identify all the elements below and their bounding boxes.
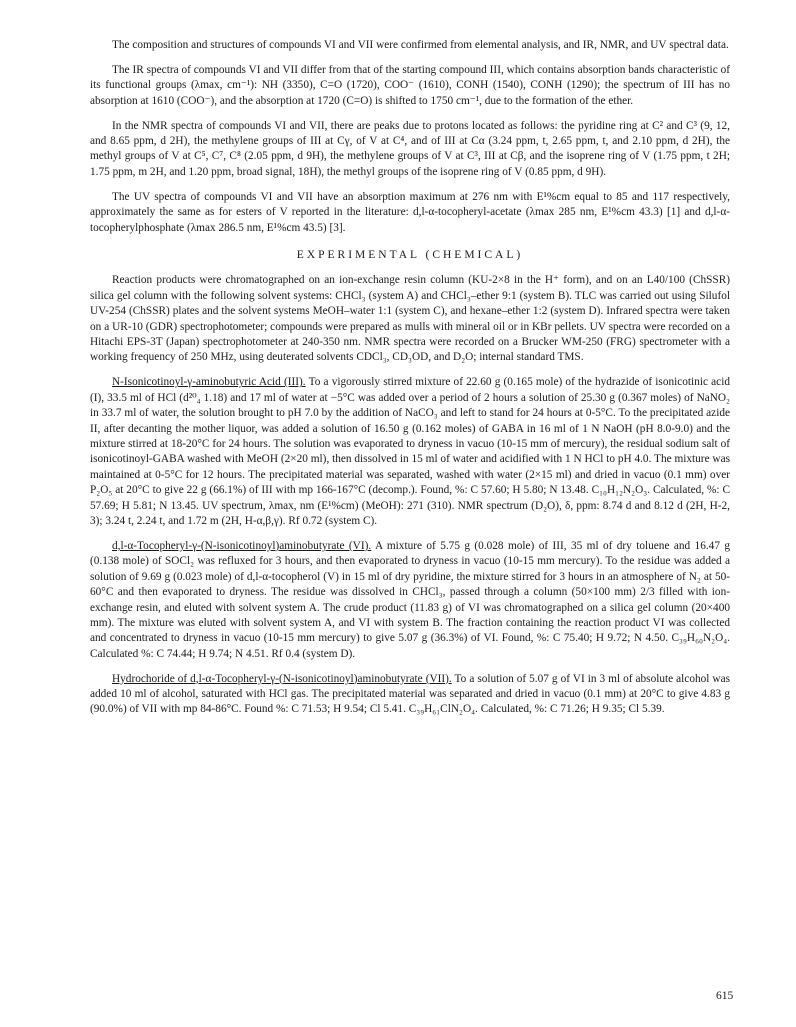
paragraph-text: The IR spectra of compounds VI and VII differ from that of the starting compound III, which contains absorption bands characteristic of its functional groups (λmax, cm⁻¹): NH (3350), C=O (1720), COO⁻ (1610), CONH (1540), CONH (1290); the spectrum of III has no absorption at 1610 (COO⁻), and the absorption at 1720 (C=O) is shifted to 1750 cm⁻¹, due to the formation of the ether. — [90, 63, 730, 107]
compound-heading: N-Isonicotinoyl-γ-aminobutyric Acid (III). — [112, 376, 306, 389]
paragraph-text: A mixture of 5.75 g (0.028 mole) of III, 35 ml of dry toluene and 16.47 g (0.138 mole) of SOCl₂ was refluxed for 3 hours, and then evaporated to dryness in vacuo (10-15 mm mercury). To the residue was added a solution of 9.69 g (0.023 mole) of d,l-α-tocopherol (V) in 15 ml of dry pyridine, the mixture stirred for 3 hours in an atmosphere of N₂ at 50-60°C and then evaporated to dryness. The residue was dissolved in CHCl₃, passed through a column (50×100 mm) 2/3 filled with ion-exchange resin, and eluted with solvent system A. The crude product (11.83 g) of VI was chromatographed on a silica gel column (20×400 mm). The mixture was eluted with solvent system A, and VI with system B. The fraction containing the reaction product VI was collected and concentrated to dryness in vacuo (10-15 mm mercury) to give 5.07 g (36.3%) of VI. Found, %: C 75.40; H 9.72; N 4.50. C₃₉H₆₀N₂O₄. Calculated %: C 74.44; H 9.74; N 4.51. Rf 0.4 (system D). — [90, 539, 730, 660]
page-body — [90, 38, 730, 727]
section-heading: EXPERIMENTAL (CHEMICAL) — [296, 248, 524, 261]
paragraph-text: The UV spectra of compounds VI and VII have an absorption maximum at 276 nm with E¹%cm equal to 85 and 117 respectively, approximately the same as for esters of V reported in the literature: d,l-α-tocopheryl-acetate (λmax 285 nm, E¹%cm 43.3) [1] and d,l-α-tocopherylphosphate (λmax 286.5 nm, E¹%cm 43.5) [3]. — [90, 190, 730, 234]
page-number: 615 — [716, 990, 734, 1002]
paragraph — [90, 672, 730, 718]
paragraph — [90, 273, 730, 365]
paragraph-text: In the NMR spectra of compounds VI and VII, there are peaks due to protons located as follows: the pyridine ring at C² and C³ (9, 12, and 8.65 ppm, d 2H), the methylene groups of III at Cγ, of V at C⁴, and of III at Cα (3.24 ppm, t, 2.65 ppm, t, and 2.10 ppm, d 2H), the methyl groups of V at C⁵, C⁷, C⁸ (2.05 ppm, d 9H), the methylene groups of V at C³, III at Cβ, and the isoprene ring of V (1.75 ppm, t 2H; 1.75 ppm, m 2H, and 1.20 ppm, broad signal, 18H), the methyl groups of the isoprene ring of V (0.85 ppm, d 9H). — [90, 119, 730, 178]
paragraph — [90, 375, 730, 529]
paragraph-text: Reaction products were chromatographed on an ion-exchange resin column (KU-2×8 in the H⁺ form), and on an L40/100 (ChSSR) silica gel column with the following solvent systems: CHCl₃ (system A) and CHCl₃–ether 9:1 (system B). TLC was carried out using Silufol UV-254 (ChSSR) plates and the solvent systems MeOH–water 1:1 (system C), and hexane–ether 1:2 (system D). Infrared spectra were taken on a UR-10 (GDR) spectrophotometer; compounds were prepared as mulls with mineral oil or in KBr pellets. UV spectra were recorded on a Hitachi EPS-3T (Japan) spectrophotometer at 240-350 nm. NMR spectra were recorded on a Brucker WM-250 (FRG) spectrometer with a working frequency of 250 MHz, using deuterated solvents CDCl₃, CD₃OD, and D₂O; internal standard TMS. — [90, 274, 730, 364]
paragraph — [90, 63, 730, 109]
paragraph — [90, 539, 730, 662]
compound-heading: Hydrochoride of d,l-α-Tocopheryl-γ-(N-isonicotinoyl)aminobutyrate (VII). — [112, 672, 452, 685]
paragraph-text: The composition and structures of compounds VI and VII were confirmed from elemental analysis, and IR, NMR, and UV spectral data. — [112, 39, 729, 51]
paragraph — [90, 190, 730, 236]
paragraph — [90, 38, 730, 53]
paragraph-text: To a vigorously stirred mixture of 22.60 g (0.165 mole) of the hydrazide of isonicotinic acid (I), 33.5 ml of HCl (d²⁰₄ 1.18) and 17 ml of water at −5°C was added over a period of 2 hours a solution of 25.30 g (0.367 moles) of NaNO₂ in 33.7 ml of water, the solution brought to pH 7.0 by the addition of NaCO₃ and left to stand for 24 hours at 0-5°C. To the precipitated azide II, after decanting the mother liquor, was added a solution of 16.50 g (0.162 moles) of GABA in 16 ml of 1 N NaOH (pH 8.0-9.0) and the mixture stirred at 18-20°C for 24 hours. The solution was evaporated to dryness in vacuo (10-15 mm of mercury), the residual sodium salt of isonicotinoyl-GABA washed with MeOH (2×20 ml), then dissolved in 15 ml of water and acidified with 1 N HCl to pH 4.0. The mixture was maintained at 0-5°C for 12 hours. The precipitated material was separated, washed with water (2×15 ml) and dried in vacuo (0.1 mm) over P₂O₅ at 20°C to give 22 g (66.1%) of III with mp 166-167°C (decomp.). Found, %: C 57.60; H 5.80; N 13.48. C₁₀H₁₂N₂O₃. Calculated, %: C 57.69; H 5.81; N 13.45. UV spectrum, λmax, nm (E¹%cm) (MeOH): 271 (310). NMR spectrum (D₂O), δ, ppm: 8.74 d and 8.12 d (2H, H-2, 3); 3.24 t, 2.24 t, and 1.72 m (2H, H-α,β,γ). Rf 0.72 (system C). — [90, 376, 730, 527]
paragraph-text: To a solution of 5.07 g of VI in 3 ml of absolute alcohol was added 10 ml of alcohol, saturated with HCl gas. The precipitated material was separated and dried in vacuo (0.1 mm) at 20°C to give 4.83 g (90.0%) of VII with mp 84-86°C. Found %: C 71.53; H 9.54; Cl 5.41. C₃₉H₆₁ClN₂O₄. Calculated, %: C 71.26; H 9.35; Cl 5.39. — [90, 672, 730, 716]
compound-heading: d,l-α-Tocopheryl-γ-(N-isonicotinoyl)aminobutyrate (VI). — [112, 539, 372, 552]
paragraph — [90, 119, 730, 181]
